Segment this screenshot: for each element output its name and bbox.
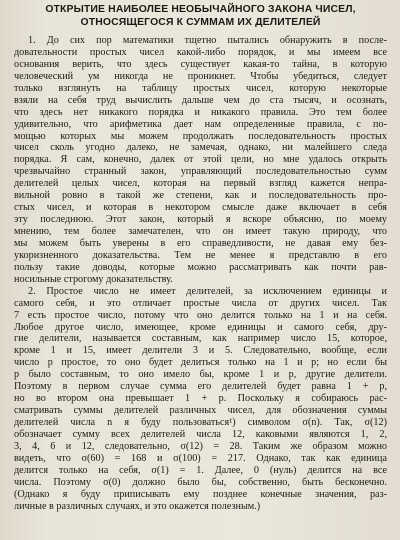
paragraph-line: Любое другое число, имеющее, кроме единицы и самого себя, дру-: [14, 321, 387, 333]
paragraph-line: чрезвычайно странный закон, управляющий последовательностью сумм: [14, 166, 387, 178]
chapter-title-line-1: ОТКРЫТИЕ НАИБОЛЕЕ НЕОБЫЧАЙНОГО ЗАКОНА ЧИСЕЛ,: [45, 4, 356, 15]
paragraph-line: число p простое, то оно будет делиться только на 1 и p; но если бы: [14, 357, 387, 369]
paragraph-line: самого себя, и это отличает простые числа от других чисел. Так: [14, 297, 387, 309]
paragraph-line: гие делители, называется составным, как например число 15, которое,: [14, 333, 387, 345]
paragraph-line: 3, 4, 6 и 12, следовательно, σ(12) = 28. Таким же образом можно: [14, 440, 387, 452]
paragraph-line: стых чисел, и которая в некотором смысле даже включает в себя: [14, 202, 387, 214]
paragraph-line: числа. Поэтому σ(0) должно было бы, собственно, быть бесконечно.: [14, 476, 387, 488]
paragraph-line: обозначает сумму всех делителей числа 12, каковыми являются 1, 2,: [14, 428, 387, 440]
paragraph-line: 1. До сих пор математики тщетно пытались обнаружить в после-: [28, 35, 387, 46]
paragraph-line: удивительно, что арифметика дает нам определенные правила, с по-: [14, 118, 387, 130]
paragraph-line: что здесь нет никакого порядка и никакого правила. Это тем более: [14, 106, 387, 118]
paragraph-line: человеческий ум никогда не проникнет. Чтобы убедиться, следует: [14, 70, 387, 82]
paragraph-line: носильные строгому доказательству.: [14, 273, 173, 285]
paragraph-line: делителей целых чисел, которая на первый взгляд кажется непра-: [14, 178, 387, 190]
paragraph-2: [14, 286, 387, 513]
paragraph-line: делителей числа n я буду пользоваться¹) символом σ(n). Так, σ(12): [14, 417, 387, 428]
paragraph-line: сматривать суммы делителей различных чисел, для обозначения суммы: [14, 405, 387, 417]
paragraph-line: кроме 1 и 15, имеет делители 3 и 5. Следовательно, вообще, если: [14, 345, 387, 357]
paragraph-line: взяли на себя труд вычислить дальше чем до ста тысяч, и осознать,: [14, 94, 387, 106]
paragraph-line: довательности простых чисел какой-либо порядок, и мы имеем все: [14, 46, 387, 58]
paragraph-line: делится только на себя, σ(1) = 1. Далее, 0 (нуль) делится на все: [14, 464, 387, 476]
paragraph-line: но во втором она превышает 1 + p. Поскольку я собираюсь рас-: [14, 393, 387, 405]
paragraph-line: (Однако я буду приписывать ему позднее конечные значения, раз-: [14, 488, 387, 500]
chapter-title-line-2: ОТНОСЯЩЕГОСЯ К СУММАМ ИХ ДЕЛИТЕЛЕЙ: [80, 16, 321, 28]
paragraph-line: пользу такие доводы, которые можно рассматривать как почти рав-: [14, 261, 387, 273]
paragraph-1: [14, 35, 387, 286]
paragraph-line: эту последнюю. Этот закон, который я вскоре объясню, по моему: [14, 214, 387, 226]
paragraph-line: укоризненного доказательства. Тем не менее я представлю в его: [14, 249, 387, 261]
paragraph-line: 2. Простое число не имеет делителей, за исключением единицы и: [28, 285, 387, 297]
paragraph-line: только взглянуть на таблицу простых чисел, которую некоторые: [14, 82, 387, 94]
paragraph-line: чисел сколь угодно далеко, не замечая, однако, ни малейшего следа: [14, 142, 387, 154]
paragraph-line: мощью которых мы можем продолжать последовательность простых: [14, 130, 387, 142]
paragraph-line: вильной ровно в такой же степени, как и последовательность про-: [14, 190, 387, 202]
paragraph-line: мы можем быть уверены в его справедливости, не давая ему без-: [14, 237, 387, 249]
paragraph-line: порядка. Я сам, конечно, далек от этой цели, но мне удалось открыть: [14, 154, 387, 166]
chapter-title: [14, 4, 387, 29]
paragraph-line: видеть, что σ(60) = 168 и σ(100) = 217. Однако, так как единица: [14, 452, 387, 464]
paragraph-line: мнению, тем более замечателен, что он имеет такую природу, что: [14, 226, 387, 237]
paragraph-line: Поэтому в первом случае сумма его делителей будет равна 1 + p,: [14, 381, 387, 393]
paragraph-line: личные в различных случаях, и это окажется полезным.): [14, 500, 261, 512]
paragraph-line: p было составным, то оно имело бы, кроме 1 и p, другие делители.: [14, 369, 387, 381]
paragraph-line: 7 есть простое число, потому что оно делится только на 1 и на себя.: [14, 309, 387, 321]
paragraph-line: основания верить, что здесь существует какая-то тайна, в которую: [14, 58, 387, 70]
